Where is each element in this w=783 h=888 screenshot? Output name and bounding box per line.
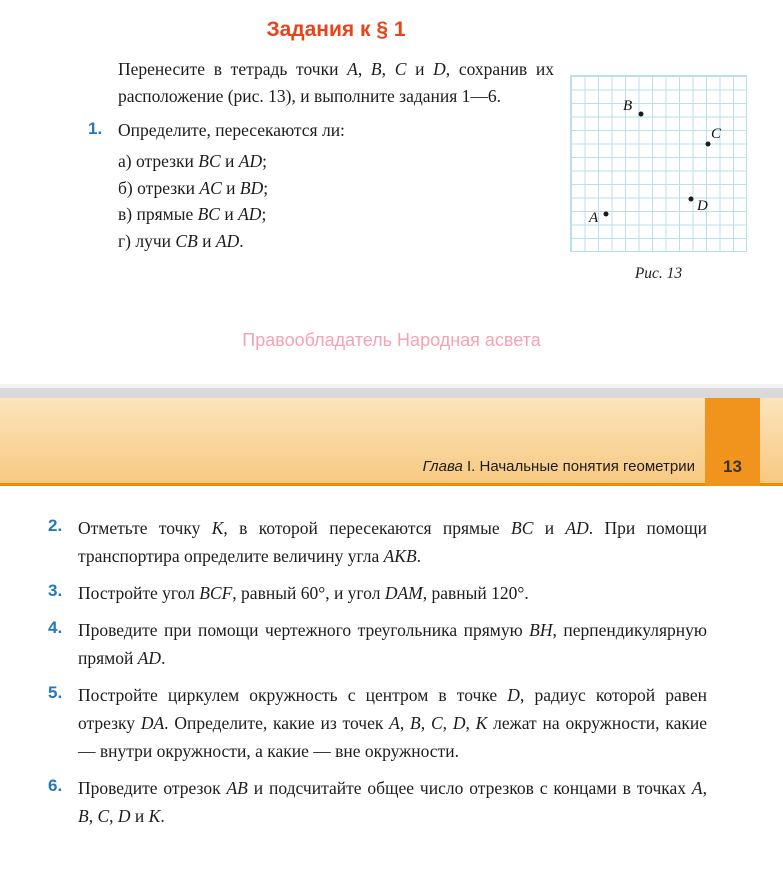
- task-subitem: [118, 148, 554, 175]
- text-run: , в которой пересекаются прямые: [223, 518, 511, 538]
- page-separator: [0, 384, 783, 398]
- text-run: . При помощи транспортира определите величину угла: [78, 518, 707, 566]
- text-run: Проведите при помощи чертежного треугольника прямую: [78, 620, 530, 640]
- text-run: ,: [465, 713, 476, 733]
- task-number: 3.: [48, 581, 63, 600]
- point-c-dot: [706, 142, 711, 147]
- task-item-4: [48, 616, 707, 672]
- text-run: Постройте угол: [78, 583, 200, 603]
- task-list-top: [88, 117, 554, 254]
- point-a-dot: [604, 212, 609, 217]
- task-number: 2.: [48, 516, 63, 535]
- text-run: ,: [357, 59, 371, 79]
- textbook-page: [0, 18, 783, 888]
- text-run: Отметьте точку: [78, 518, 212, 538]
- chapter-header-band: [0, 398, 783, 486]
- top-text-column: [88, 18, 554, 254]
- math-var: DA: [140, 713, 165, 733]
- text-run: г) лучи: [118, 230, 176, 251]
- task-item-3: [48, 579, 707, 607]
- point-a-label: A: [589, 210, 599, 226]
- section-title: Задания к § 1: [266, 18, 406, 41]
- text-run: и: [219, 204, 239, 224]
- math-var: D: [452, 713, 466, 733]
- text-run: ,: [399, 713, 411, 733]
- text-run: и: [197, 230, 216, 251]
- math-var: AD: [215, 230, 240, 251]
- text-run: и: [130, 806, 149, 826]
- text-run: Проведите отрезок: [78, 778, 227, 798]
- text-run: лежат на окружности, какие — внутри окружности, а какие — вне окружности.: [78, 713, 707, 761]
- task-item-6: [48, 774, 707, 830]
- math-var: K: [148, 806, 161, 826]
- task-item-2: [48, 514, 707, 570]
- task-subitem: [118, 175, 554, 202]
- text-run: , перпендикулярную прямой: [78, 620, 707, 668]
- math-var: AD: [238, 204, 262, 224]
- text-run: ;: [263, 177, 269, 198]
- task-subitems: [118, 148, 554, 254]
- text-run: б) отрезки: [118, 177, 200, 198]
- text-run: Перенесите в тетрадь точки: [118, 59, 348, 79]
- figure-grid: [570, 75, 747, 252]
- math-var: B: [370, 59, 382, 79]
- text-run: Определите, пересекаются ли:: [118, 120, 345, 140]
- math-var: AB: [226, 778, 248, 798]
- math-var: C: [430, 713, 443, 733]
- text-run: ,: [702, 778, 707, 798]
- math-var: C: [97, 806, 110, 826]
- text-run: ;: [261, 204, 267, 224]
- figure-13: [570, 75, 747, 283]
- point-d-label: D: [697, 198, 708, 214]
- text-run: .: [160, 806, 165, 826]
- chapter-title-rest: I. Начальные понятия геометрии: [462, 458, 695, 475]
- math-var: D: [117, 806, 131, 826]
- task-number: 6.: [48, 776, 63, 795]
- page-top-section: [0, 18, 783, 384]
- point-c-label: C: [711, 126, 722, 142]
- band-bottom-line: [0, 483, 783, 486]
- text-run: .: [239, 230, 244, 251]
- math-var: A: [347, 59, 358, 79]
- math-var: K: [211, 518, 224, 538]
- math-var: B: [410, 713, 421, 733]
- text-run: ,: [88, 806, 98, 826]
- text-run: , радиус которой равен отрезку: [78, 685, 707, 733]
- text-run: ,: [420, 713, 431, 733]
- page-number-box: [705, 398, 760, 486]
- task-item-1: [88, 117, 554, 254]
- math-var: A: [389, 713, 400, 733]
- text-run: в) прямые: [118, 204, 198, 224]
- math-var: AKB: [383, 546, 417, 566]
- text-run: , сохранив их расположение (рис. 13), и выполните задания 1—6.: [118, 59, 554, 106]
- math-var: AD: [565, 518, 589, 538]
- task-list-bottom: [48, 514, 707, 830]
- math-var: B: [78, 806, 89, 826]
- text-run: и: [406, 59, 434, 79]
- math-var: D: [507, 685, 520, 705]
- text-run: и: [220, 151, 239, 171]
- task-number: 1.: [88, 119, 103, 138]
- text-run: .: [416, 546, 422, 566]
- math-var: BCF: [199, 583, 233, 603]
- math-var: DAM: [384, 583, 423, 603]
- text-run: .: [161, 648, 166, 668]
- text-run: и подсчитайте общее число отрезков с концами в точках: [247, 778, 692, 798]
- text-run: Постройте циркулем окружность с центром в точке: [78, 685, 508, 705]
- task-text: [118, 117, 554, 254]
- task-item-5: [48, 681, 707, 765]
- text-run: и: [221, 177, 240, 198]
- watermark-text: Правообладатель Народная асвета: [242, 330, 541, 350]
- text-run: ;: [262, 151, 267, 171]
- text-run: , равный 60°, и угол: [232, 583, 385, 603]
- math-var: BD: [239, 177, 264, 198]
- text-run: , равный 120°.: [422, 583, 529, 603]
- intro-paragraph: [118, 56, 554, 110]
- text-run: а) отрезки: [118, 151, 199, 171]
- point-b-label: B: [623, 98, 633, 114]
- page-bottom-section: [0, 486, 783, 830]
- math-var: K: [475, 713, 488, 733]
- math-var: CB: [175, 230, 198, 251]
- math-var: BC: [197, 204, 220, 224]
- text-run: ,: [381, 59, 395, 79]
- figure-caption: Рис. 13: [634, 265, 683, 282]
- math-var: AD: [137, 648, 162, 668]
- task-subitem: [118, 228, 554, 255]
- point-d-dot: [689, 197, 694, 202]
- point-b-dot: [639, 112, 644, 117]
- text-run: и: [533, 518, 566, 538]
- math-var: AC: [199, 177, 222, 198]
- text-run: . Определите, какие из точек: [164, 713, 390, 733]
- chapter-word-italic: Глава: [422, 458, 463, 475]
- task-text: [78, 681, 707, 765]
- text-run: ,: [109, 806, 118, 826]
- math-var: C: [394, 59, 407, 79]
- task-number: 5.: [48, 683, 63, 702]
- task-text: [78, 514, 707, 570]
- task-number: 4.: [48, 618, 63, 637]
- math-var: BC: [511, 518, 534, 538]
- math-var: BH: [529, 620, 553, 640]
- task-text: [78, 616, 707, 672]
- math-var: BC: [198, 151, 221, 171]
- text-run: ,: [442, 713, 453, 733]
- chapter-title: [423, 458, 695, 475]
- task-text: [78, 579, 707, 607]
- page-number: 13: [723, 457, 742, 476]
- math-var: AD: [238, 151, 263, 171]
- math-var: D: [433, 59, 446, 79]
- math-var: A: [691, 778, 703, 798]
- task-text: [78, 774, 707, 830]
- task-subitem: [118, 201, 554, 228]
